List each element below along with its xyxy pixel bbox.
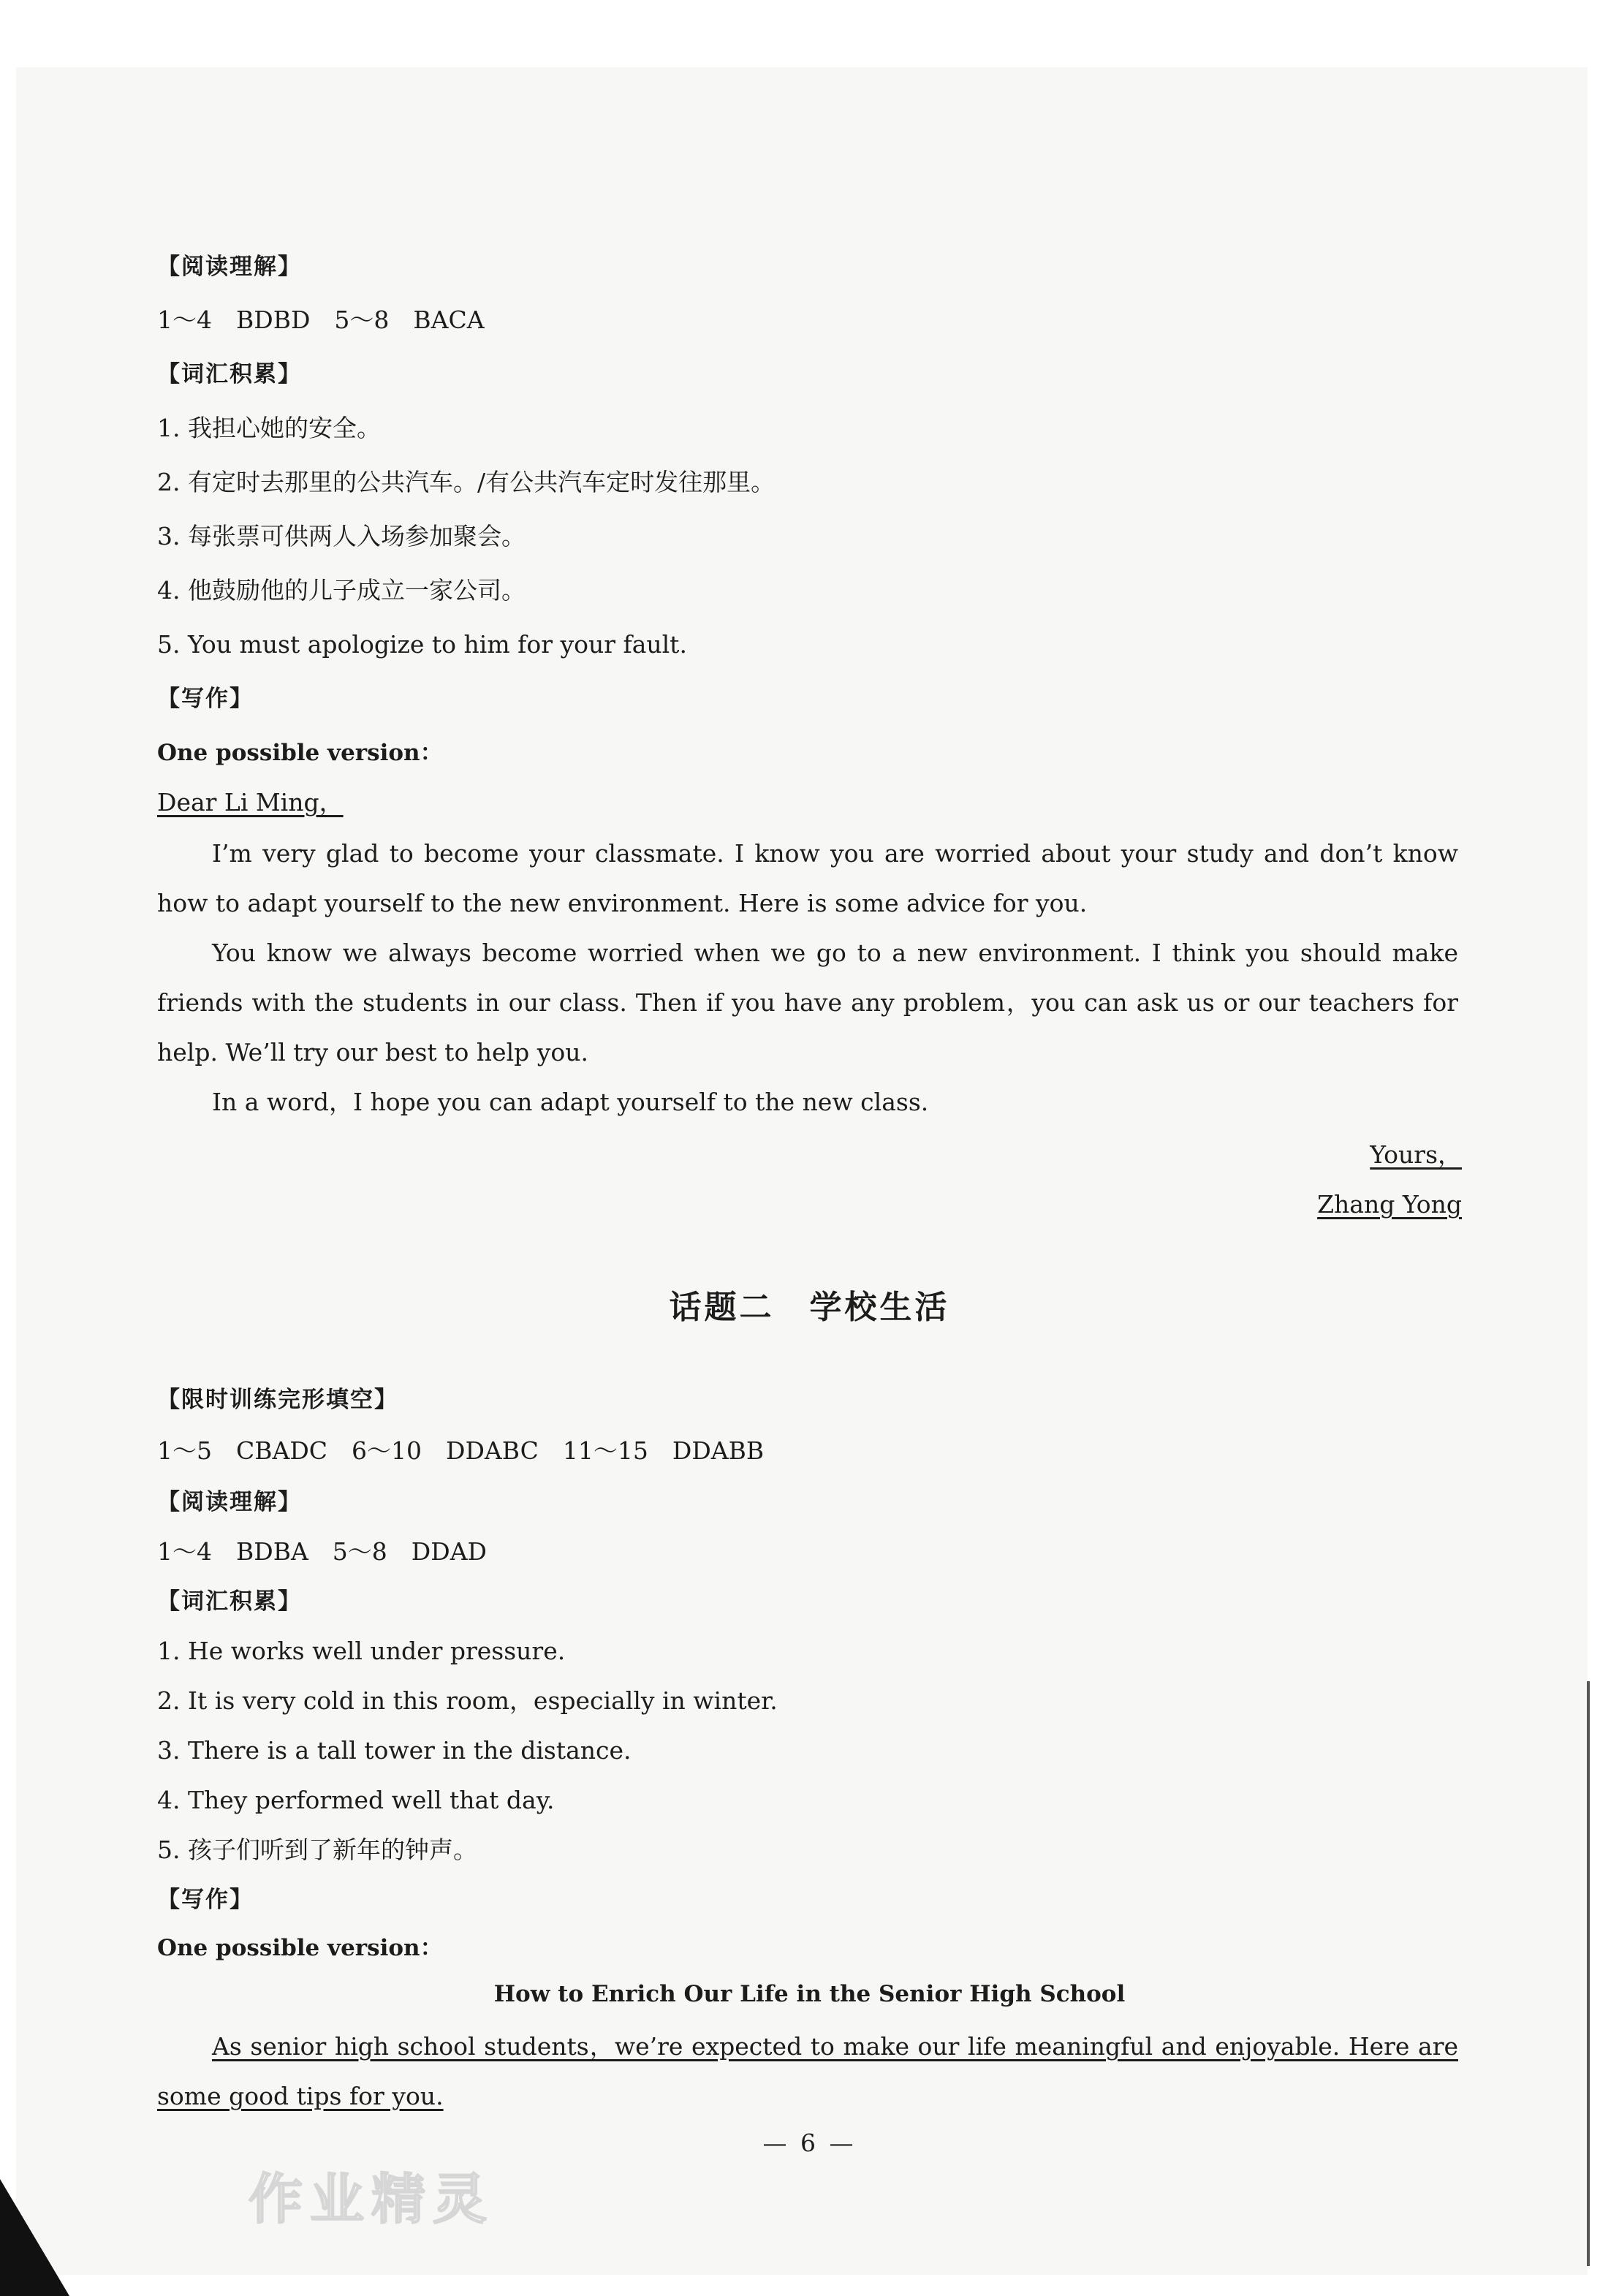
vocab-item: 5. 孩子们听到了新年的钟声。 (157, 1835, 477, 1864)
essay-paragraph: As senior high school students，we’re expected to make our life meaningful and enjoyable. Here are some good tips for you. (157, 2032, 1458, 2110)
letter-paragraph: In a word，I hope you can adapt yourself to the new class. (212, 1088, 929, 1116)
vocab-item: 3. There is a tall tower in the distance. (157, 1736, 632, 1765)
vocab-item: 4. They performed well that day. (157, 1786, 555, 1814)
writing-heading-2: 【写作】 (157, 1887, 254, 1913)
reading-heading-2: 【阅读理解】 (157, 1489, 302, 1515)
letter-salutation: Dear Li Ming， (157, 788, 344, 817)
scan-corner-shadow (0, 2179, 69, 2296)
reading-answers-2: 1～4 BDBA 5～8 DDAD (157, 1537, 487, 1566)
vocab-item: 3. 每张票可供两人入场参加聚会。 (157, 522, 526, 550)
scan-edge-mark (1587, 1681, 1590, 2266)
vocab-item: 1. He works well under pressure. (157, 1637, 566, 1665)
letter-signature: Zhang Yong (1317, 1190, 1462, 1219)
cloze-heading: 【限时训练完形填空】 (157, 1387, 398, 1413)
reading-heading-1: 【阅读理解】 (157, 254, 302, 280)
vocab-heading-1: 【词汇积累】 (157, 361, 302, 387)
letter-paragraph: I’m very glad to become your classmate. I know you are worried about your study and don’t know how to adapt yourself to the new environment. Here is some advice for you. (157, 839, 1458, 917)
page-number: — 6 — (762, 2129, 857, 2157)
essay-title: How to Enrich Our Life in the Senior High School (493, 1981, 1126, 2007)
watermark-logo: 作业精灵 (249, 2168, 494, 2231)
writing-heading-1: 【写作】 (157, 686, 254, 712)
vocab-heading-2: 【词汇积累】 (157, 1588, 302, 1615)
vocab-item: 2. 有定时去那里的公共汽车。/有公共汽车定时发往那里。 (157, 468, 776, 496)
version-label-2: One possible version： (157, 1935, 443, 1961)
topic-title: 话题二 学校生活 (669, 1289, 950, 1326)
reading-answers-1: 1～4 BDBD 5～8 BACA (157, 306, 485, 334)
vocab-item: 5. You must apologize to him for your fault. (157, 630, 687, 659)
letter-closing: Yours， (1370, 1140, 1462, 1169)
letter-paragraph: You know we always become worried when we go to a new environment. I think you should make friends with the students in our class. Then if you have any problem，you can ask us or our teachers for help. We’ll try our best to help you. (157, 939, 1458, 1066)
vocab-item: 4. 他鼓励他的儿子成立一家公司。 (157, 576, 526, 605)
vocab-item: 2. It is very cold in this room，especially in winter. (157, 1686, 778, 1715)
vocab-item: 1. 我担心她的安全。 (157, 414, 381, 442)
version-label-1: One possible version： (157, 740, 443, 766)
cloze-answers: 1～5 CBADC 6～10 DDABC 11～15 DDABB (157, 1436, 765, 1465)
